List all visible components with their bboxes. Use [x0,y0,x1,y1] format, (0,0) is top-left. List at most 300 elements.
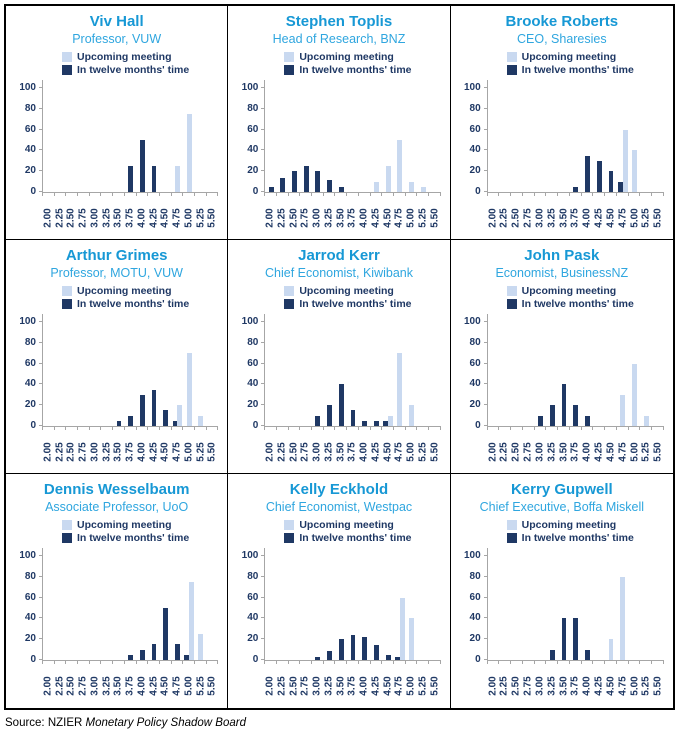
bar-upcoming-meeting [620,577,625,660]
bar-slot [160,548,172,660]
bar-slot [617,548,629,660]
panelist-role: Professor, VUW [72,32,162,46]
x-axis-tick [429,193,441,196]
x-axis-label: 3.50 [335,442,347,462]
y-axis-tick [484,425,488,426]
x-axis-label: 3.00 [89,442,101,462]
bar-upcoming-meeting [175,166,180,192]
y-axis-label: 20 [24,633,36,645]
x-axis-label: 3.25 [323,442,335,462]
x-axis-label: 4.25 [370,442,382,462]
x-axis-label-cell [617,431,629,473]
y-axis-label: 0 [475,420,481,431]
x-axis-label-cell [288,197,300,239]
x-axis-tick [43,661,55,664]
y-axis-tick [484,191,488,192]
x-axis-tick [101,193,113,196]
bar-slot [394,548,406,660]
x-axis-label-cell [347,665,359,707]
x-axis-label-cell [160,431,172,473]
bar-slot [137,548,149,660]
bar-slot [172,80,184,192]
panelist-name: Kelly Eckhold [289,481,389,498]
x-axis-label: 4.25 [148,208,160,228]
x-axis-label: 2.25 [54,208,66,228]
x-axis-tick [195,193,207,196]
x-axis-label: 2.25 [54,676,66,696]
legend-label-upcoming: Upcoming meeting [299,518,394,531]
x-axis-tick [546,193,558,196]
x-axis-label-cell [335,665,347,707]
x-axis-label: 5.25 [417,208,429,228]
x-axis-label: 2.25 [276,676,288,696]
panelist-role: Professor, MOTU, VUW [50,266,183,280]
y-axis-label: 40 [24,378,36,390]
bar-slot [558,548,570,660]
x-axis-label: 5.50 [206,442,218,462]
x-axis-label-cell [370,197,382,239]
x-axis-label: 4.75 [617,208,629,228]
legend-row-upcoming [284,284,449,297]
legend [62,518,227,544]
legend-label-upcoming: Upcoming meeting [521,284,617,297]
x-axis-label: 5.50 [652,208,664,228]
x-axis-tick [417,427,429,430]
x-axis-tick [640,427,652,430]
x-axis-label-cell [264,197,276,239]
y-axis-tick [261,342,265,343]
x-axis-label-cell [370,665,382,707]
source-publication: Monetary Policy Shadow Board [85,717,246,729]
bar-upcoming-meeting [187,114,192,192]
bar-twelve-months [315,416,320,426]
bar-slot [347,80,359,192]
legend [62,284,227,310]
x-axis-label-cell [605,665,617,707]
bar-slot [605,314,617,426]
bar-slot [324,80,336,192]
bar-twelve-months [550,405,555,426]
x-axis-label-cell [183,431,195,473]
x-axis-label-cell [276,431,288,473]
bar-twelve-months [128,416,133,426]
legend-swatch-twelve-months [507,299,517,309]
y-axis-tick [261,617,265,618]
x-axis-tick [55,193,67,196]
x-axis-label-cell [617,665,629,707]
x-axis-tick [417,661,429,664]
x-axis-label: 5.00 [183,208,195,228]
chart-area [463,314,664,473]
x-axis-label: 2.25 [498,208,510,228]
x-axis-tick [43,427,55,430]
y-axis-tick [484,321,488,322]
legend [507,50,673,76]
bar-slot [546,80,558,192]
bar-slot [289,548,301,660]
y-axis-tick [261,638,265,639]
x-axis-label: 3.25 [546,676,558,696]
x-axis-label: 2.25 [276,442,288,462]
x-axis-tick [265,661,277,664]
x-axis-label: 5.25 [417,442,429,462]
y-axis-label: 60 [469,357,481,369]
y-axis-label: 80 [24,336,36,348]
x-axis-tick [523,193,535,196]
x-axis-label-cell [183,665,195,707]
legend-label-upcoming: Upcoming meeting [77,518,172,531]
x-axis-label-cell [417,431,429,473]
bar-slot [300,80,312,192]
x-axis-label: 4.50 [382,442,394,462]
x-axis-tick [207,427,219,430]
x-axis-tick-row [42,193,218,196]
bar-slot [652,548,664,660]
x-axis-tick [593,193,605,196]
x-axis-label-cell [77,431,89,473]
legend-swatch-upcoming [507,520,517,530]
y-axis-label: 80 [247,102,259,114]
x-axis-label: 4.00 [581,208,593,228]
bar-slot [125,314,137,426]
chart-panel [451,240,673,474]
x-axis-tick [511,661,523,664]
x-axis-label-cell [569,197,581,239]
x-axis-label-cell [510,197,522,239]
x-axis-label-cell [405,197,417,239]
x-axis-tick [523,661,535,664]
bar-slot [417,80,429,192]
bar-twelve-months [538,416,543,426]
panelist-role: Chief Economist, Kiwibank [265,266,413,280]
x-axis-label: 4.75 [617,676,629,696]
bar-twelve-months [315,171,320,192]
x-axis-tick [617,193,629,196]
bar-slot [640,314,652,426]
bar-upcoming-meeting [421,187,426,192]
y-axis-tick [261,597,265,598]
legend-row-twelve-months [507,531,673,544]
bar-twelve-months [597,161,602,192]
x-axis-label-cell [546,665,558,707]
bar-twelve-months [573,187,578,192]
x-axis-label-cell [394,665,406,707]
x-axis-tick [394,427,406,430]
legend-row-twelve-months [284,531,449,544]
panelist-name: Kerry Gupwell [510,481,613,498]
y-axis-tick [39,149,43,150]
x-axis-label-cell [581,431,593,473]
bar-slot [101,548,113,660]
x-axis-label-cell [148,431,160,473]
x-axis-label: 3.00 [311,442,323,462]
x-axis-label: 5.25 [195,442,207,462]
x-axis-label-cell [429,197,441,239]
panelist-name: Viv Hall [89,13,144,30]
x-axis-tick [160,661,172,664]
x-axis-label: 4.75 [393,208,405,228]
y-axis-tick [261,383,265,384]
x-axis-label: 3.25 [323,676,335,696]
y-axis-label: 0 [475,186,481,197]
x-axis-tick [558,193,570,196]
y-axis-tick [39,321,43,322]
y-axis-label: 20 [247,399,259,411]
bar-slot [207,80,219,192]
x-axis-tick [207,193,219,196]
legend-swatch-upcoming [284,286,294,296]
x-axis-label: 3.75 [346,442,358,462]
x-axis-tick [78,193,90,196]
x-axis-labels [487,197,664,239]
x-axis-label-cell [101,665,113,707]
x-axis-tick [101,661,113,664]
x-axis-label: 2.25 [54,442,66,462]
bar-slot [382,80,394,192]
y-axis-label: 40 [469,612,481,624]
bar-slot [335,548,347,660]
x-axis-tick-row [264,427,440,430]
x-axis-label: 2.50 [510,208,522,228]
y-axis-tick [39,383,43,384]
x-axis-label: 5.50 [429,442,441,462]
bar-twelve-months [573,618,578,660]
y-axis-label: 40 [247,144,259,156]
x-axis-label: 4.25 [370,208,382,228]
x-axis-tick [66,427,78,430]
bar-slot [617,80,629,192]
x-axis-label-cell [124,197,136,239]
x-axis-tick [535,193,547,196]
x-axis-label: 4.00 [358,208,370,228]
x-axis-label: 2.25 [498,676,510,696]
x-axis-tick [183,427,195,430]
bar-slot [113,548,125,660]
bar-slot [195,548,207,660]
x-axis-tick [511,193,523,196]
x-axis-tick [417,193,429,196]
x-axis-label: 4.00 [136,208,148,228]
x-axis-label: 4.50 [605,676,617,696]
panelist-role: CEO, Sharesies [517,32,607,46]
y-axis-label: 100 [241,82,259,93]
bar-twelve-months [351,635,356,660]
x-axis-tick [535,427,547,430]
panelist-name: Dennis Wesselbaum [43,481,190,498]
x-axis-label-cell [311,197,323,239]
x-axis-label: 5.50 [429,208,441,228]
bar-slot [66,548,78,660]
bar-slot [593,80,605,192]
x-axis-tick [265,427,277,430]
bar-twelve-months [304,166,309,192]
legend-row-twelve-months [62,63,227,76]
x-axis-label-cell [569,665,581,707]
legend-row-upcoming [62,50,227,63]
y-axis-label: 20 [247,633,259,645]
bar-slot [78,314,90,426]
bar-slot [137,80,149,192]
panelist-name: Jarrod Kerr [298,247,380,264]
x-axis-tick [90,427,102,430]
bar-twelve-months [585,650,590,660]
y-axis-label: 60 [24,123,36,135]
x-axis-labels [42,431,218,473]
x-axis-tick [160,427,172,430]
bar-twelve-months [573,405,578,426]
x-axis-labels [487,665,664,707]
bar-slot [312,548,324,660]
x-axis-label-cell [148,197,160,239]
x-axis-tick [55,661,67,664]
x-axis-label: 4.50 [159,676,171,696]
x-axis-label-cell [510,431,522,473]
x-axis-label: 2.25 [498,442,510,462]
y-axis-label: 80 [247,336,259,348]
x-axis-label-cell [498,431,510,473]
legend-label-twelve-months: In twelve months' time [299,297,412,310]
x-axis-label: 3.00 [534,676,546,696]
x-axis-label-cell [195,431,207,473]
x-axis-tick [137,427,149,430]
x-axis-label-cell [264,431,276,473]
bar-slot [371,80,383,192]
x-axis-tick [90,661,102,664]
x-axis-label: 5.00 [405,208,417,228]
bar-slot [101,314,113,426]
bar-upcoming-meeting [374,182,379,192]
legend-label-upcoming: Upcoming meeting [521,518,617,531]
x-axis-tick [183,661,195,664]
bar-slot [406,314,418,426]
bar-twelve-months [362,421,367,426]
legend-row-twelve-months [507,297,673,310]
chart-panel [228,240,450,474]
bar-slot [558,80,570,192]
bar-upcoming-meeting [400,598,405,660]
bar-twelve-months [269,187,274,192]
x-axis-tick [66,193,78,196]
legend-row-twelve-months [284,63,449,76]
legend-swatch-upcoming [507,286,517,296]
x-axis-label-cell [510,665,522,707]
x-axis-tick [137,193,149,196]
panelist-name: Stephen Toplis [285,13,393,30]
y-axis-tick [39,170,43,171]
x-axis-label-cell [593,431,605,473]
x-axis-tick [394,193,406,196]
x-axis-label-cell [288,431,300,473]
x-axis-labels [42,665,218,707]
x-axis-label: 2.50 [288,442,300,462]
legend-label-upcoming: Upcoming meeting [299,50,394,63]
x-axis-tick [195,661,207,664]
bar-slot [207,548,219,660]
x-axis-label-cell [54,197,66,239]
x-axis-label-cell [534,665,546,707]
x-axis-label: 3.00 [89,208,101,228]
bar-twelve-months [152,390,157,426]
bar-slot [394,80,406,192]
y-axis-tick [39,191,43,192]
bar-slot [277,80,289,192]
x-axis-label: 2.00 [42,442,54,462]
bar-slot [148,80,160,192]
bar-slot [324,548,336,660]
x-axis-label-cell [311,665,323,707]
x-axis-label-cell [487,431,499,473]
x-axis-label: 3.50 [112,676,124,696]
bar-slot [125,548,137,660]
x-axis-tick [195,427,207,430]
x-axis-label-cell [394,431,406,473]
y-axis-label: 0 [475,654,481,665]
y-axis-tick [261,425,265,426]
bar-slot [417,314,429,426]
bar-slot [617,314,629,426]
x-axis-label: 5.50 [206,676,218,696]
plot-area [19,314,218,431]
x-axis-tick [125,661,137,664]
x-axis-label-cell [195,665,207,707]
x-axis-tick [347,661,359,664]
bar-slot [66,80,78,192]
x-axis-tick [488,661,500,664]
y-axis-label: 100 [19,82,36,93]
x-axis-label-cell [42,665,54,707]
bar-upcoming-meeting [388,416,393,426]
x-axis-label: 3.75 [124,208,136,228]
x-axis-label-cell [171,197,183,239]
x-axis-tick [652,661,664,664]
x-axis-label: 5.00 [405,676,417,696]
y-axis-tick [484,108,488,109]
x-axis-label: 3.75 [124,442,136,462]
x-axis-label: 4.00 [136,442,148,462]
x-axis-label-cell [652,431,664,473]
bar-upcoming-meeting [609,639,614,660]
bar-slot [511,80,523,192]
x-axis-label-cell [629,197,641,239]
bar-twelve-months [175,644,180,660]
x-axis-label-cell [522,665,534,707]
x-axis-label: 5.00 [629,208,640,228]
x-axis-label-cell [581,665,593,707]
y-axis-label: 0 [252,654,259,665]
x-axis-label: 2.75 [522,676,534,696]
x-axis-label: 3.50 [558,676,570,696]
legend-label-twelve-months: In twelve months' time [521,531,634,544]
bar-slot [382,314,394,426]
y-axis-tick [261,170,265,171]
bar-slot [289,314,301,426]
y-axis-tick [261,576,265,577]
legend-label-twelve-months: In twelve months' time [299,63,412,76]
bar-slot [429,548,441,660]
x-axis-label-cell [160,665,172,707]
x-axis-tick [148,427,160,430]
y-axis-tick [484,555,488,556]
plot-area [241,548,440,665]
x-axis-label: 3.50 [112,442,124,462]
x-axis-labels [42,197,218,239]
bar-twelve-months [128,655,133,660]
bar-upcoming-meeting [409,182,414,192]
panelist-role: Head of Research, BNZ [272,32,406,46]
x-axis-label: 4.50 [382,676,394,696]
bar-twelve-months [163,608,168,660]
x-axis-tick [605,427,617,430]
